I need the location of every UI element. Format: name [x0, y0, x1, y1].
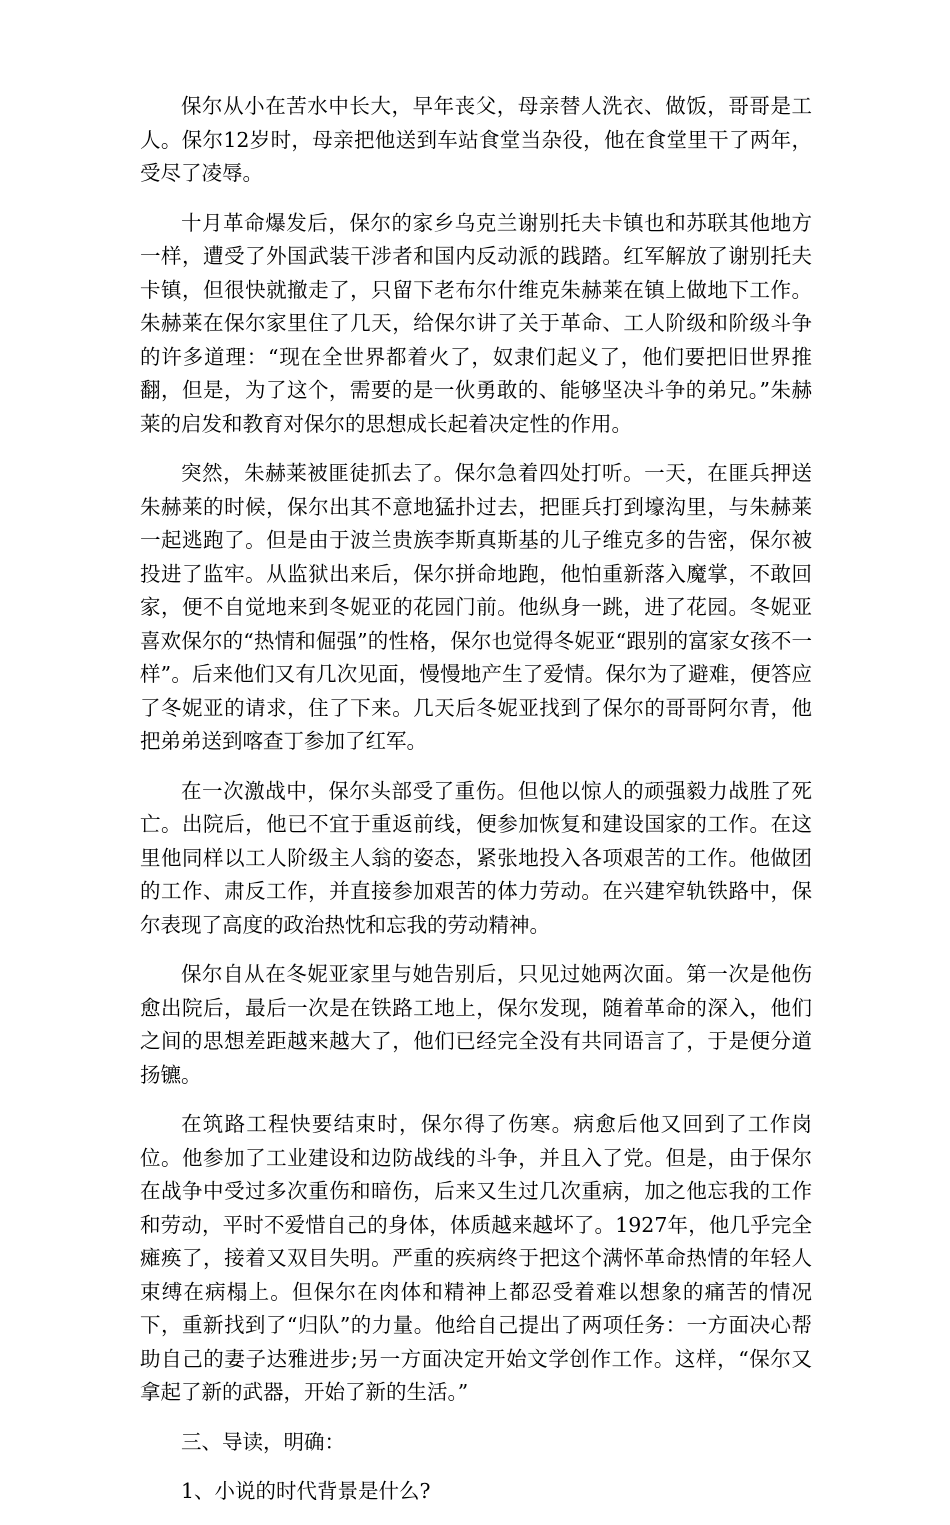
- paragraph-childhood: 保尔从小在苦水中长大，早年丧父，母亲替人洗衣、做饭，哥哥是工人。保尔12岁时，母亲把他送到车站食堂当杂役，他在食堂里干了两年，受尽了凌辱。: [140, 94, 812, 185]
- paragraph-illness: 在筑路工程快要结束时，保尔得了伤寒。病愈后他又回到了工作岗位。他参加了工业建设和边防战线的斗争，并且入了党。但是，由于保尔在战争中受过多次重伤和暗伤，后来又生过几次重病，加之他忘我的工作和劳动，平时不爱惜自己的身体，体质越来越坏了。1927年，他几乎完全瘫痪了，接着又双目失明。严重的疾病终于把这个满怀革命热情的年轻人束缚在病榻上。但保尔在肉体和精神上都忍受着难以想象的痛苦的情况下，重新找到了“归队”的力量。他给自己提出了两项任务：一方面决心帮助自己的妻子达雅进步;另一方面决定开始文学创作工作。这样，“保尔又拿起了新的武器，开始了新的生活。”: [140, 1112, 812, 1404]
- question-item: 1、小说的时代背景是什么?: [181, 1479, 431, 1503]
- document-page: [140, 90, 812, 1525]
- section-heading-guide: 三、导读，明确：: [181, 1429, 345, 1454]
- paragraph-tonya: 保尔自从在冬妮亚家里与她告别后，只见过她两次面。第一次是他伤愈出院后，最后一次是在铁路工地上，保尔发现，随着革命的深入，他们之间的思想差距越来越大了，他们已经完全没有共同语言了，于是便分道扬镳。: [140, 962, 812, 1087]
- paragraph-october-revolution: 十月革命爆发后，保尔的家乡乌克兰谢别托夫卡镇也和苏联其他地方一样，遭受了外国武装干涉者和国内反动派的践踏。红军解放了谢别托夫卡镇，但很快就撤走了，只留下老布尔什维克朱赫莱在镇上做地下工作。朱赫莱在保尔家里住了几天，给保尔讲了关于革命、工人阶级和阶级斗争的许多道理：“现在全世界都着火了，奴隶们起义了，他们要把旧世界推翻，但是，为了这个，需要的是一伙勇敢的、能够坚决斗争的弟兄。”朱赫莱的启发和教育对保尔的思想成长起着决定性的作用。: [140, 210, 812, 436]
- paragraph-escape: 突然，朱赫莱被匪徒抓去了。保尔急着四处打听。一天，在匪兵押送朱赫莱的时候，保尔出其不意地猛扑过去，把匪兵打到壕沟里，与朱赫莱一起逃跑了。但是由于波兰贵族李斯真斯基的儿子维克多的告密，保尔被投进了监牢。从监狱出来后，保尔拼命地跑，他怕重新落入魔掌，不敢回家，便不自觉地来到冬妮亚的花园门前。他纵身一跳，进了花园。冬妮亚喜欢保尔的“热情和倔强”的性格，保尔也觉得冬妮亚“跟别的富家女孩不一样”。后来他们又有几次见面，慢慢地产生了爱情。保尔为了避难，便答应了冬妮亚的请求，住了下来。几天后冬妮亚找到了保尔的哥哥阿尔青，他把弟弟送到喀查丁参加了红军。: [140, 461, 812, 753]
- paragraph-injury: 在一次激战中，保尔头部受了重伤。但他以惊人的顽强毅力战胜了死亡。出院后，他已不宜于重返前线，便参加恢复和建设国家的工作。在这里他同样以工人阶级主人翁的姿态，紧张地投入各项艰苦的工作。他做团的工作、肃反工作，并直接参加艰苦的体力劳动。在兴建窄轨铁路中，保尔表现了高度的政治热忱和忘我的劳动精神。: [140, 778, 812, 937]
